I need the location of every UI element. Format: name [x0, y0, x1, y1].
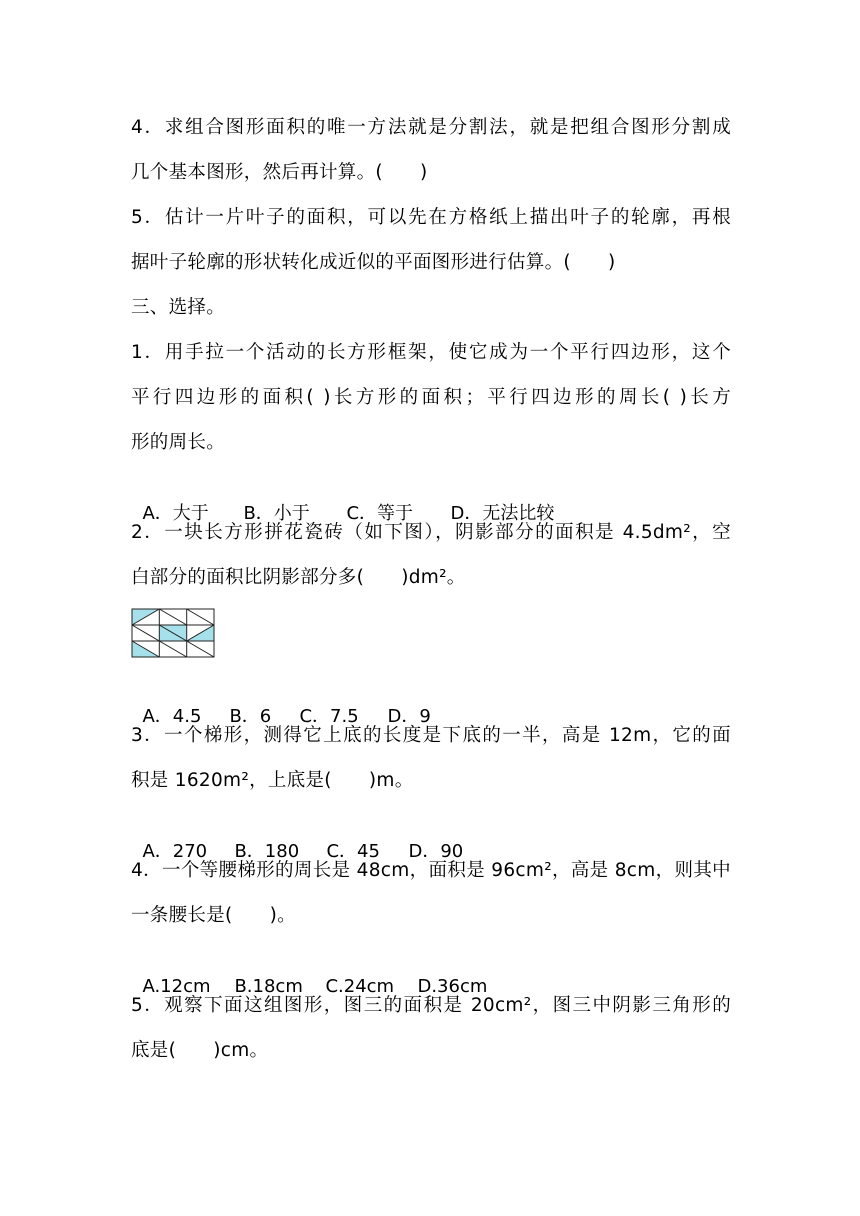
tile-figure: [131, 608, 215, 660]
choice-q3-option-d: D．90: [408, 841, 464, 862]
choice-q3-option-c: C．45: [326, 841, 380, 862]
choice-q3-line2: 积是 1620m²，上底是( )m。: [131, 770, 414, 791]
choice-q1-line1: 1．用手拉一个活动的长方形框架，使它成为一个平行四边形，这个: [131, 342, 731, 363]
choice-q4-option-c: C.24cm: [325, 976, 395, 997]
judgment-q4-line2: 几个基本图形，然后再计算。( ): [131, 162, 428, 183]
choice-q4-option-d: D.36cm: [417, 976, 488, 997]
choice-q1-option-d: D．无法比较: [450, 503, 555, 524]
choice-q4-option-b: B.18cm: [234, 976, 303, 997]
choice-q1-option-a: A．大于: [142, 503, 209, 524]
choice-q3-option-a: A．270: [142, 841, 208, 862]
choice-q4-line2: 一条腰长是( )。: [131, 905, 296, 926]
choice-q3-line1: 3．一个梯形，测得它上底的长度是下底的一半，高是 12m，它的面: [131, 725, 731, 746]
choice-q4-option-a: A.12cm: [142, 976, 211, 997]
choice-q5-line1: 5．观察下面这组图形，图三的面积是 20cm²，图三中阴影三角形的: [131, 995, 731, 1016]
choice-q2-line1: 2．一块长方形拼花瓷砖（如下图），阴影部分的面积是 4.5dm²，空: [131, 522, 731, 543]
choice-q1-line3: 形的周长。: [131, 432, 226, 453]
judgment-q5-line1: 5．估计一片叶子的面积，可以先在方格纸上描出叶子的轮廓，再根: [131, 207, 731, 228]
choice-q1-option-c: C．等于: [346, 503, 414, 524]
choice-q4-line1: 4．一个等腰梯形的周长是 48cm，面积是 96cm²，高是 8cm，则其中: [131, 860, 731, 881]
choice-q2-option-d: D．9: [387, 706, 431, 727]
choice-q2-option-c: C．7.5: [299, 706, 359, 727]
choice-q5-line2: 底是( )cm。: [131, 1040, 269, 1061]
judgment-q5-line2: 据叶子轮廓的形状转化成近似的平面图形进行估算。( ): [131, 252, 616, 273]
choice-q3-option-b: B．180: [234, 841, 300, 862]
choice-q2-option-a: A．4.5: [142, 706, 202, 727]
choice-q1-line2: 平行四边形的面积( )长方形的面积；平行四边形的周长( )长方: [131, 387, 731, 408]
choice-q2-line2: 白部分的面积比阴影部分多( )dm²。: [131, 567, 466, 588]
choice-q1-option-b: B．小于: [243, 503, 310, 524]
choice-q2-option-b: B．6: [229, 706, 272, 727]
section-heading-choice: 三、选择。: [131, 297, 226, 318]
judgment-q4-line1: 4．求组合图形面积的唯一方法就是分割法，就是把组合图形分割成: [131, 117, 731, 138]
